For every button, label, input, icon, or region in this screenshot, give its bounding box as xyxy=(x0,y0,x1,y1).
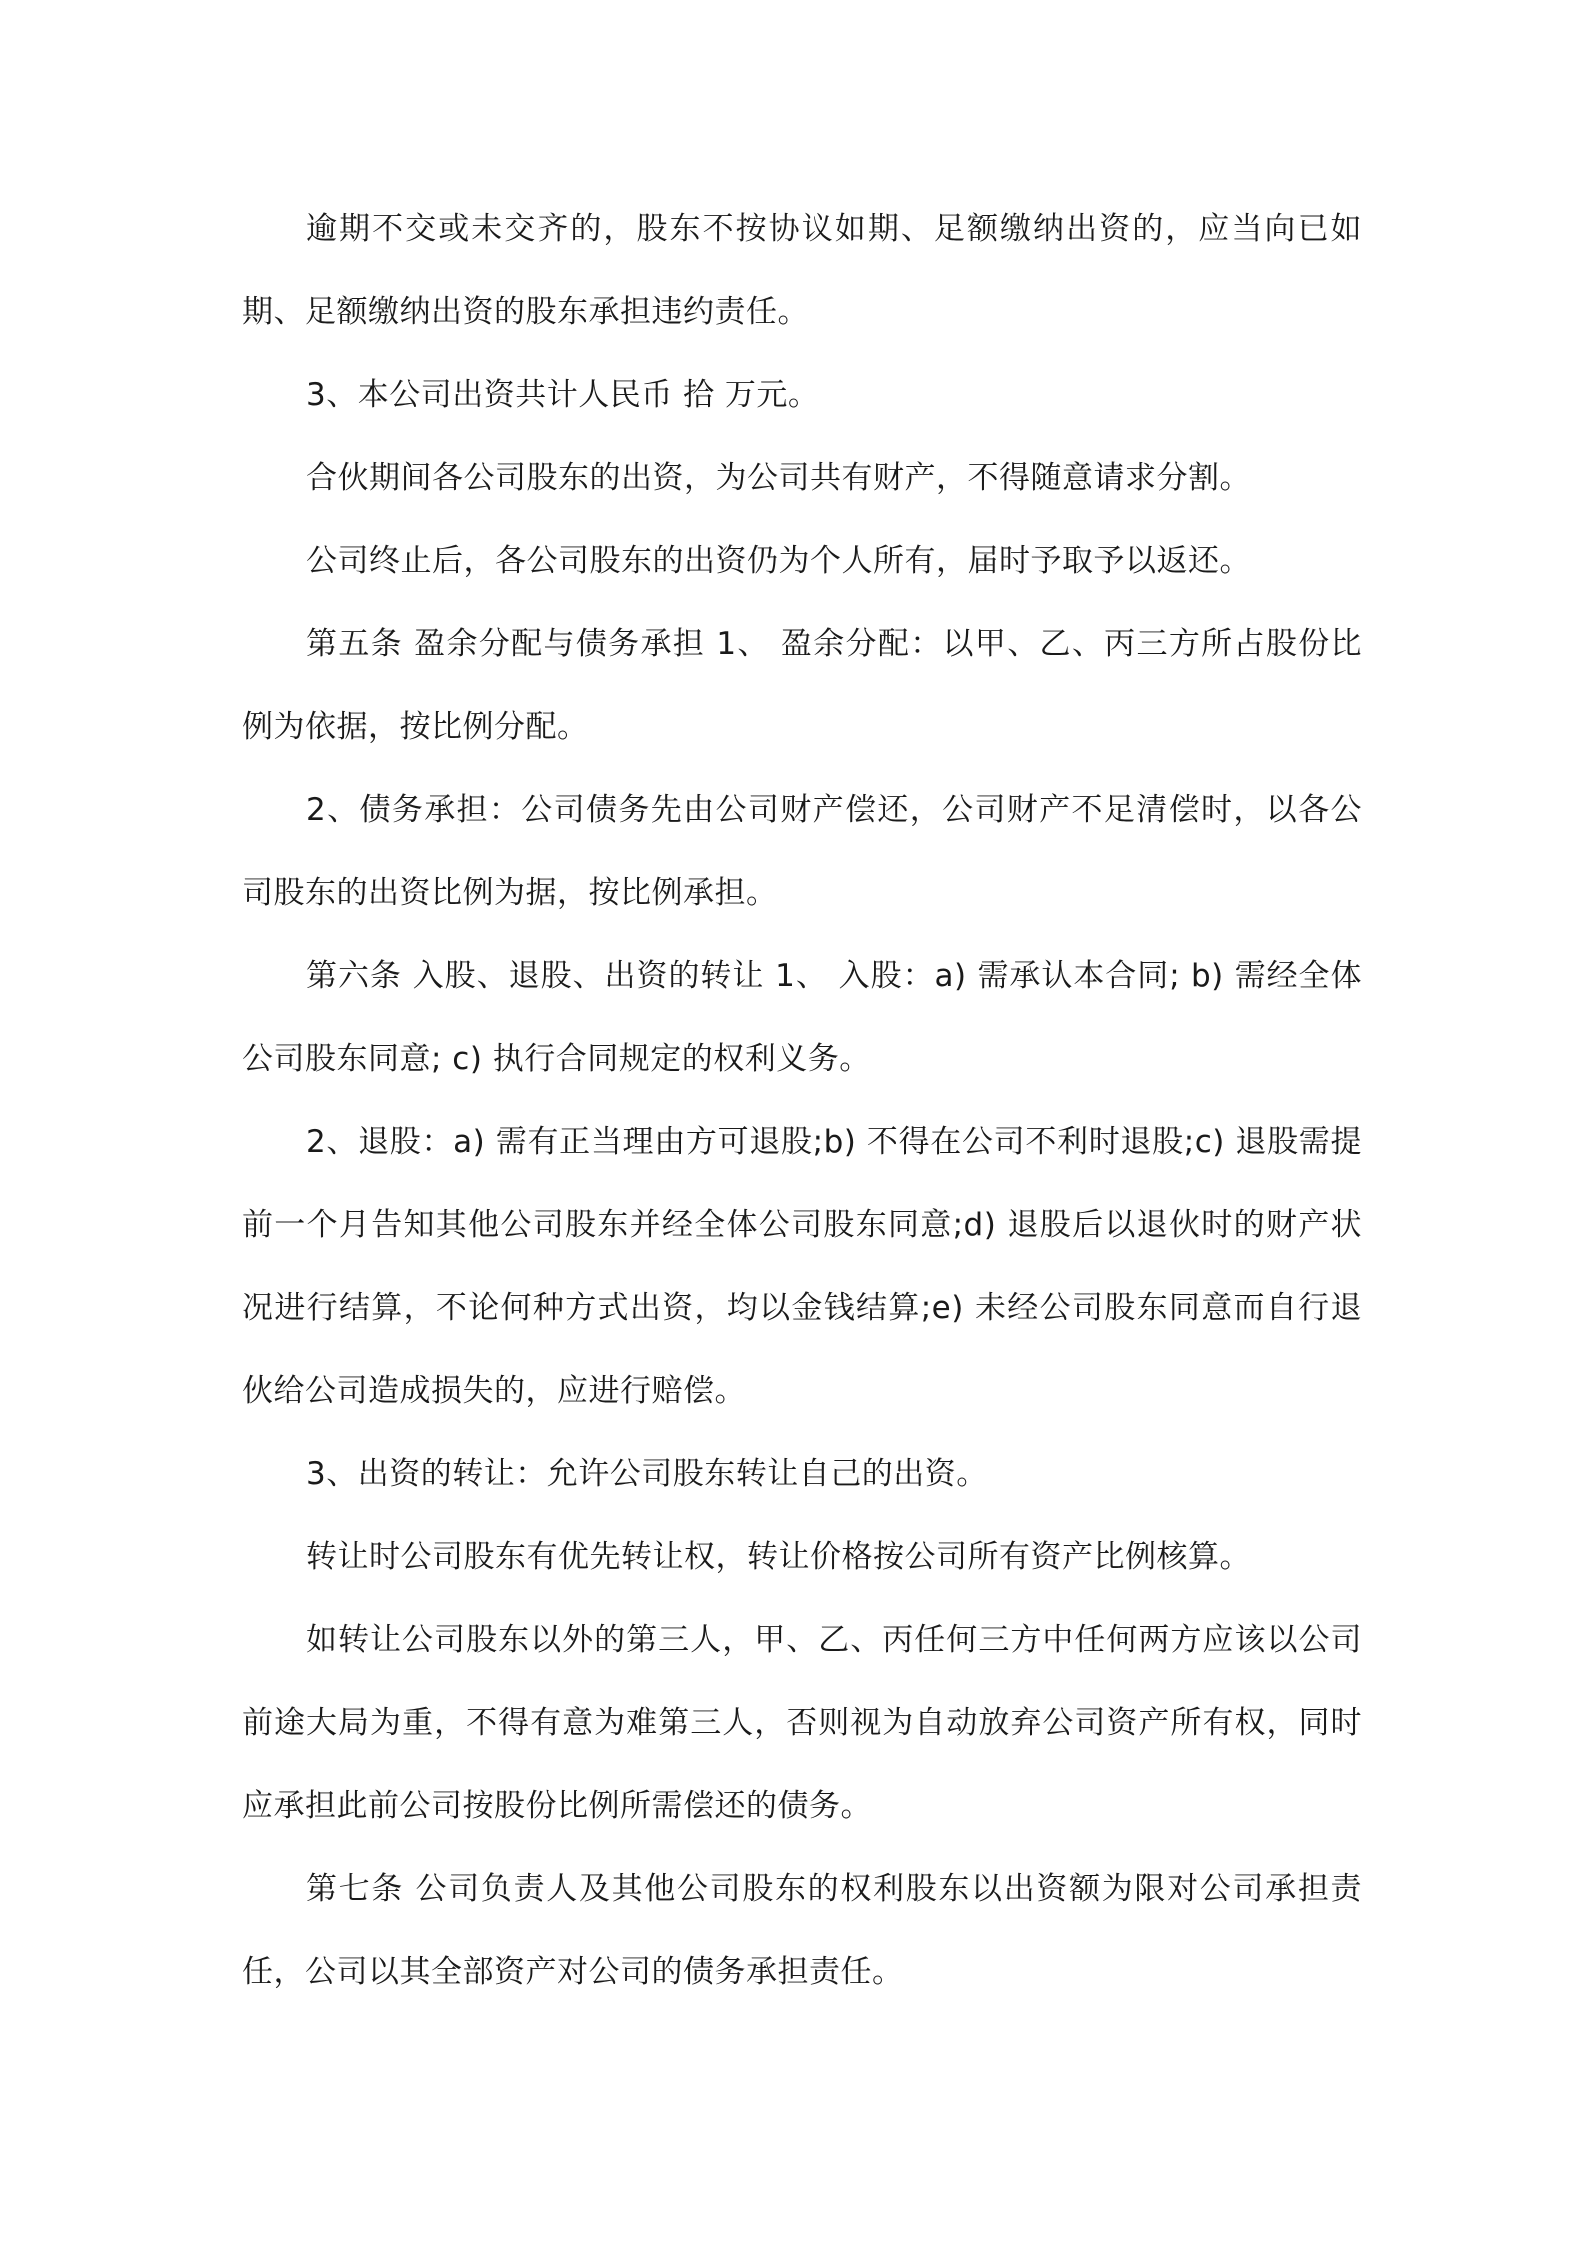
paragraph-third-party-transfer: 如转让公司股东以外的第三人，甲、乙、丙任何三方中任何两方应该以公司前途大局为重，不得有意为难第三人，否则视为自动放弃公司资产所有权，同时应承担此前公司按股份比例所需偿还的债务。 xyxy=(242,1622,1362,1824)
paragraph-article-seven: 第七条 公司负责人及其他公司股东的权利股东以出资额为限对公司承担责任，公司以其全部资产对公司的债务承担责任。 xyxy=(242,1871,1362,1990)
paragraph-after-termination: 公司终止后，各公司股东的出资仍为个人所有，届时予取予以返还。 xyxy=(306,543,1251,579)
paragraph-overdue-contribution: 逾期不交或未交齐的，股东不按协议如期、足额缴纳出资的，应当向已如期、足额缴纳出资的股东承担违约责任。 xyxy=(242,211,1362,330)
paragraph-transfer: 3、出资的转让：允许公司股东转让自己的出资。 xyxy=(306,1456,988,1492)
paragraph-common-property: 合伙期间各公司股东的出资，为公司共有财产，不得随意请求分割。 xyxy=(306,460,1251,496)
paragraph-total-capital: 3、本公司出资共计人民币 拾 万元。 xyxy=(306,377,820,413)
paragraph-transfer-priority: 转让时公司股东有优先转让权，转让价格按公司所有资产比例核算。 xyxy=(306,1539,1251,1575)
document-body xyxy=(242,188,1362,2014)
paragraph-article-six: 第六条 入股、退股、出资的转让 1、 入股：a) 需承认本合同; b) 需经全体公司股东同意; c) 执行合同规定的权利义务。 xyxy=(242,958,1362,1077)
paragraph-article-five: 第五条 盈余分配与债务承担 1、 盈余分配：以甲、乙、丙三方所占股份比例为依据，按比例分配。 xyxy=(242,626,1362,745)
paragraph-withdrawal: 2、退股：a) 需有正当理由方可退股;b) 不得在公司不利时退股;c) 退股需提前一个月告知其他公司股东并经全体公司股东同意;d) 退股后以退伙时的财产状况进行结算，不论何种方式出资，均以金钱结算;e) 未经公司股东同意而自行退伙给公司造成损失的，应进行赔偿。 xyxy=(242,1124,1362,1409)
paragraph-debt-bearing: 2、债务承担：公司债务先由公司财产偿还，公司财产不足清偿时，以各公司股东的出资比例为据，按比例承担。 xyxy=(242,792,1362,911)
